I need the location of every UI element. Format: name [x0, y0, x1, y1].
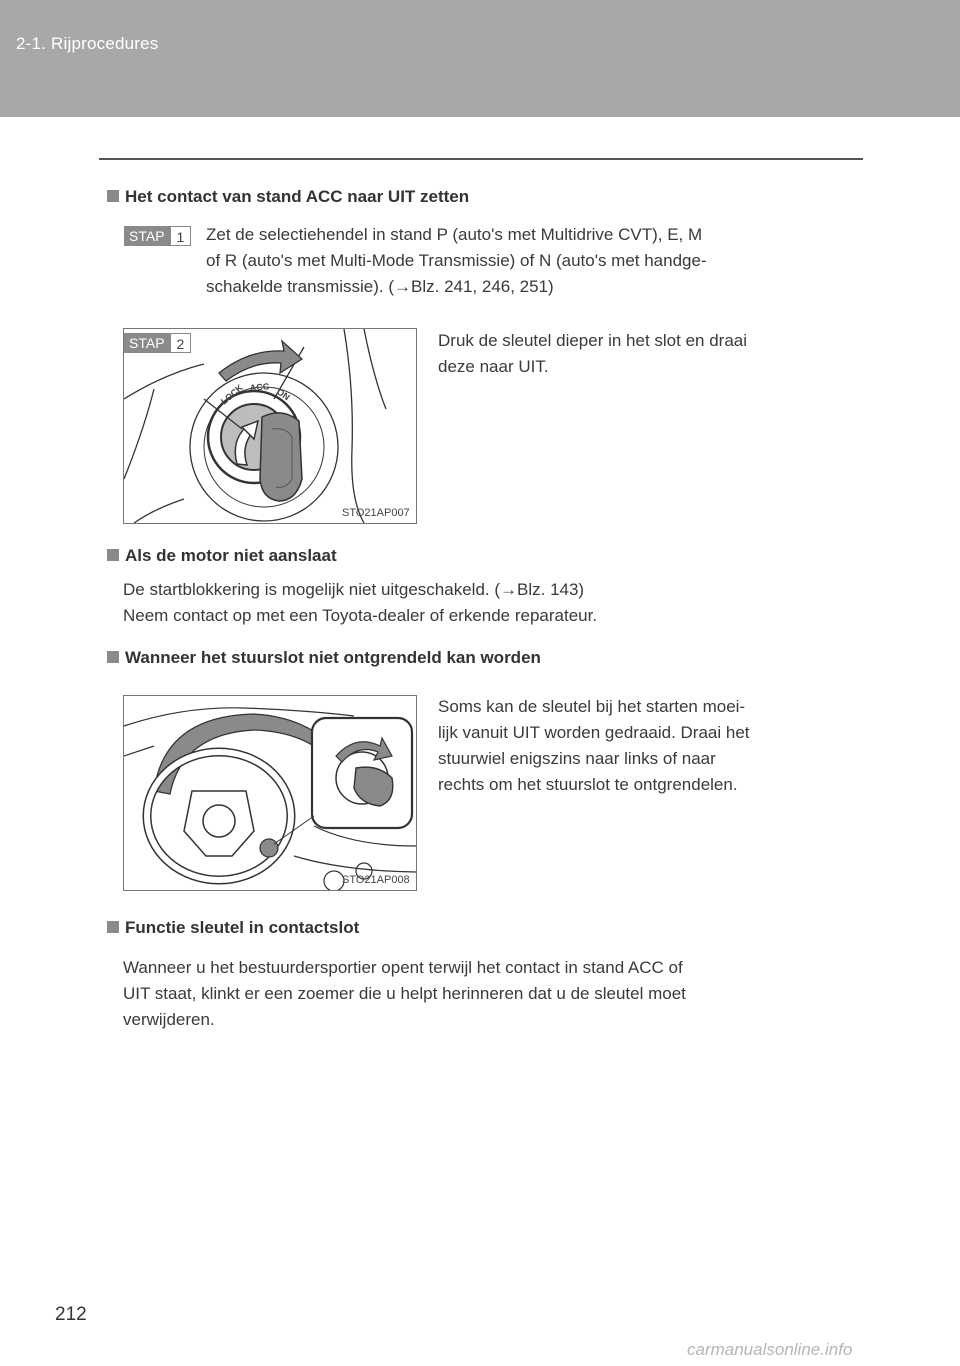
step-2-badge: [124, 333, 191, 353]
steering-lock-text: [438, 694, 856, 798]
step-number: 2: [170, 333, 192, 353]
square-bullet-icon: [107, 549, 119, 561]
text-line: UIT staat, klinkt er een zoemer die u helpt herinneren dat u de sleutel moet: [123, 984, 686, 1003]
text-line: schakelde transmissie). (→Blz. 241, 246, 251): [206, 277, 554, 296]
ignition-key-figure: [123, 328, 417, 524]
heading-text: Als de motor niet aanslaat: [125, 546, 337, 565]
heading-steering-lock: [107, 648, 541, 668]
text-line: verwijderen.: [123, 1010, 215, 1029]
heading-text: Functie sleutel in contactslot: [125, 918, 360, 937]
step-number: 1: [170, 226, 192, 246]
watermark: carmanualsonline.info: [687, 1340, 853, 1359]
text-line: Soms kan de sleutel bij het starten moei-: [438, 697, 746, 716]
top-rule: [99, 158, 863, 160]
heading-text: Wanneer het stuurslot niet ontgrendeld kan worden: [125, 648, 541, 667]
text-line: deze naar UIT.: [438, 357, 549, 376]
text-line: Druk de sleutel dieper in het slot en draai: [438, 331, 748, 350]
square-bullet-icon: [107, 190, 119, 202]
step-1-badge: [124, 226, 191, 246]
heading-engine-not-starting: [107, 546, 337, 566]
heading-text: Het contact van stand ACC naar UIT zetten: [125, 187, 470, 206]
engine-not-starting-text: [123, 577, 863, 629]
heading-acc-to-off: [107, 187, 469, 207]
ignition-key-illustration: [124, 329, 416, 523]
steering-wheel-figure: [123, 695, 417, 891]
section-title: 2-1. Rijprocedures: [16, 34, 159, 53]
square-bullet-icon: [107, 651, 119, 663]
on-label: ON: [274, 386, 292, 403]
text-line: Wanneer u het bestuurdersportier opent terwijl het contact in stand ACC of: [123, 958, 683, 977]
step-label: STAP: [124, 333, 170, 353]
figure-code: STO21AP007: [342, 507, 410, 519]
text-line: of R (auto's met Multi-Mode Transmissie) of N (auto's met handge-: [206, 251, 707, 270]
text-line: lijk vanuit UIT worden gedraaid. Draai het: [438, 723, 750, 742]
step-2-text: [438, 328, 858, 380]
page-number: 212: [55, 1304, 87, 1325]
text-line: stuurwiel enigszins naar links of naar: [438, 749, 716, 768]
text-line: rechts om het stuurslot te ontgrendelen.: [438, 775, 738, 794]
header-band: [0, 0, 960, 117]
text-line: Neem contact op met een Toyota-dealer of erkende reparateur.: [123, 606, 598, 625]
text-line: De startblokkering is mogelijk niet uitgeschakeld. (→Blz. 143): [123, 580, 585, 599]
step-1-text: [206, 222, 856, 300]
step-label: STAP: [124, 226, 170, 246]
heading-key-function: [107, 918, 359, 938]
steering-wheel-illustration: [124, 696, 416, 890]
key-function-text: [123, 955, 856, 1033]
figure-code: STO21AP008: [342, 874, 410, 886]
square-bullet-icon: [107, 921, 119, 933]
acc-label: ACC: [249, 381, 270, 393]
text-line: Zet de selectiehendel in stand P (auto's met Multidrive CVT), E, M: [206, 225, 703, 244]
lock-label: LOCK: [218, 382, 245, 407]
